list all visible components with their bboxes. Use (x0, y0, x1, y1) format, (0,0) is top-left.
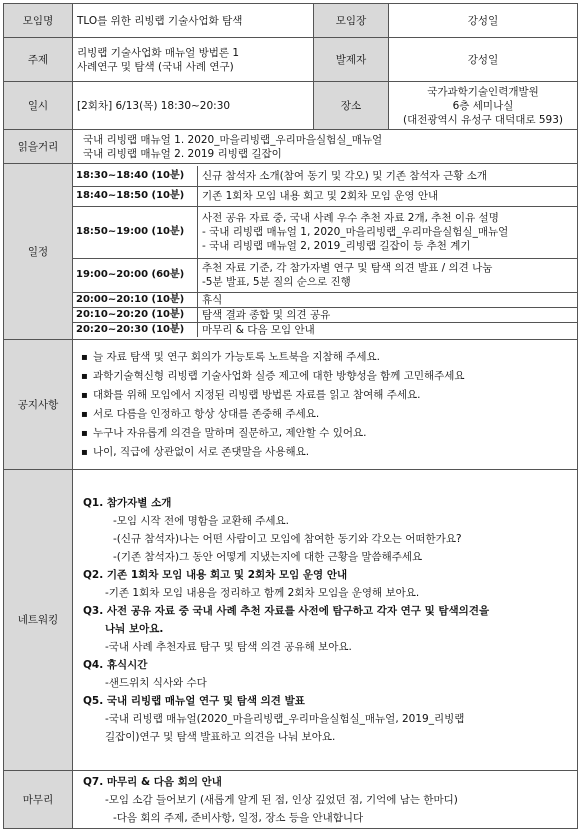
schedule-row (73, 206, 577, 258)
schedule-desc-line: - 국내 리빙랩 매뉴얼 2, 2019_리빙랩 길잡이 등 추천 계기 (202, 240, 471, 252)
networking-answer: -국내 사례 추천자료 탐구 및 탐색 의견 공유해 보아요. (105, 641, 352, 653)
schedule-time: 18:40~18:50 (10분) (73, 186, 198, 206)
topic-label: 주제 (4, 38, 73, 82)
row-topic (4, 38, 578, 82)
schedule-desc-line: 기존 1회차 모임 내용 회고 및 2회차 모임 운영 안내 (202, 190, 439, 202)
place-value (389, 82, 578, 130)
schedule-label: 일정 (4, 164, 73, 340)
topic-value (73, 38, 314, 82)
place-label: 장소 (314, 82, 389, 130)
row-networking (4, 470, 578, 771)
date-value: [2회차] 6/13(목) 18:30~20:30 (73, 82, 314, 130)
schedule-time: 19:00~20:00 (60분) (73, 258, 198, 292)
schedule-desc (198, 292, 578, 307)
meeting-table (3, 3, 578, 829)
row-date-place (4, 82, 578, 130)
presenter-label: 발제자 (314, 38, 389, 82)
schedule-desc (198, 186, 578, 206)
schedule-row (73, 166, 577, 186)
closing-answer: -모임 소감 들어보기 (새롭게 알게 된 점, 인상 깊었던 점, 기억에 남는 한마디) (105, 793, 458, 806)
networking-answer: -국내 리빙랩 매뉴얼(2020_마을리빙랩_우리마을실험실_매뉴얼, 2019_리빙랩 (105, 713, 465, 725)
meeting-name: TLO를 위한 리빙랩 기술사업화 탐색 (73, 4, 314, 38)
row-schedule (4, 164, 578, 340)
topic-line-2: 사례연구 및 탐색 (국내 사례 연구) (77, 60, 234, 73)
schedule-row (73, 186, 577, 206)
networking-question: Q1. 참가자별 소개 (83, 497, 172, 509)
schedule-table (73, 166, 577, 337)
row-readings (4, 130, 578, 164)
schedule-row (73, 322, 577, 337)
readings-label: 읽을거리 (4, 130, 73, 164)
networking-answer: -샌드위치 식사와 수다 (105, 677, 207, 689)
networking-answer: -기존 1회차 모임 내용을 정리하고 함께 2회차 모임을 운영해 보아요. (105, 587, 420, 599)
closing-cell (73, 771, 578, 829)
place-line-1: 국가과학기술인력개발원 (427, 85, 539, 98)
topic-line-1: 리빙랩 기술사업화 매뉴얼 방법론 1 (77, 46, 240, 59)
meeting-label: 모임명 (4, 4, 73, 38)
row-notices (4, 340, 578, 470)
place-line-3: (대전광역시 유성구 대덕대로 593) (403, 113, 563, 126)
schedule-desc-line: - 국내 리빙랩 매뉴얼 1, 2020_마을리빙랩_우리마을실험실_매뉴얼 (202, 226, 509, 238)
schedule-time: 20:00~20:10 (10분) (73, 292, 198, 307)
schedule-desc (198, 322, 578, 337)
notice-item: ▪ 늘 자료 탐색 및 연구 회의가 가능토록 노트북을 지참해 주세요. (93, 348, 573, 367)
schedule-desc (198, 307, 578, 322)
schedule-time: 18:30~18:40 (10분) (73, 166, 198, 186)
leader-name: 강성일 (389, 4, 578, 38)
schedule-desc (198, 258, 578, 292)
schedule-desc (198, 166, 578, 186)
notice-item: ▪ 나이, 직급에 상관없이 서로 존댓말을 사용해요. (93, 443, 573, 462)
schedule-row (73, 258, 577, 292)
closing-label: 마무리 (4, 771, 73, 829)
schedule-row (73, 292, 577, 307)
schedule-row (73, 307, 577, 322)
networking-question-cont: 나눠 보아요. (105, 623, 164, 635)
notice-item: ▪ 누구나 자유롭게 의견을 말하며 질문하고, 제안할 수 있어요. (93, 424, 573, 443)
schedule-desc (198, 206, 578, 258)
networking-question: Q2. 기존 1회차 모임 내용 회고 및 2회차 모임 운영 안내 (83, 569, 348, 581)
networking-answer: -모임 시작 전에 명함을 교환해 주세요. (113, 515, 289, 527)
networking-answer: 길잡이)연구 및 탐색 발표하고 의견을 나눠 보아요. (105, 731, 336, 743)
date-label: 일시 (4, 82, 73, 130)
schedule-cell (73, 164, 578, 340)
notices-cell (73, 340, 578, 470)
schedule-time: 20:10~20:20 (10분) (73, 307, 198, 322)
schedule-desc-line: -5분 발표, 5분 질의 순으로 진행 (202, 276, 351, 288)
schedule-desc-line: 추천 자료 기준, 각 참가자별 연구 및 탐색 의견 발표 / 의견 나눔 (202, 262, 493, 274)
networking-answer: -(신규 참석자)나는 어떤 사람이고 모임에 참여한 동기와 각오는 어떠한가요? (113, 533, 462, 545)
notice-item: ▪ 과학기술혁신형 리빙랩 기술사업화 실증 제고에 대한 방향성을 함께 고민해주세요 (93, 367, 573, 386)
leader-label: 모임장 (314, 4, 389, 38)
row-meeting-name (4, 4, 578, 38)
networking-question: Q5. 국내 리빙랩 매뉴얼 연구 및 탐색 의견 발표 (83, 695, 305, 707)
presenter-name: 강성일 (389, 38, 578, 82)
schedule-time: 18:50~19:00 (10분) (73, 206, 198, 258)
notices-label: 공지사항 (4, 340, 73, 470)
schedule-desc-line: 신규 참석자 소개(참여 동기 및 각오) 및 기존 참석자 근황 소개 (202, 169, 488, 182)
networking-answer: -(기존 참석자)그 동안 어떻게 지냈는지에 대한 근황을 말씀해주세요 (113, 551, 423, 563)
notice-item: ▪ 대화를 위해 모임에서 지정된 리빙랩 방법론 자료를 읽고 참여해 주세요. (93, 386, 573, 405)
row-closing (4, 771, 578, 829)
networking-label: 네트워킹 (4, 470, 73, 771)
networking-question: Q3. 사전 공유 자료 중 국내 사례 추천 자료를 사전에 탐구하고 각자 연구 및 탐색의견을 (83, 605, 490, 617)
closing-answer: -다음 회의 주제, 준비사항, 일정, 장소 등을 안내합니다 (113, 811, 364, 824)
notice-list (77, 348, 573, 462)
schedule-desc-line: 탐색 결과 종합 및 의견 공유 (202, 308, 331, 321)
schedule-desc-line: 마무리 & 다음 모임 안내 (202, 323, 315, 336)
networking-question: Q4. 휴식시간 (83, 659, 148, 671)
networking-cell (73, 470, 578, 771)
schedule-desc-line: 휴식 (202, 293, 223, 306)
schedule-time: 20:20~20:30 (10분) (73, 322, 198, 337)
reading-item: 국내 리빙랩 매뉴얼 2. 2019 리빙랩 길잡이 (83, 147, 282, 160)
reading-item: 국내 리빙랩 매뉴얼 1. 2020_마을리빙랩_우리마을실험실_매뉴얼 (83, 133, 383, 146)
schedule-desc-line: 사전 공유 자료 중, 국내 사례 우수 추천 자료 2개, 추천 이유 설명 (202, 212, 499, 224)
closing-question: Q7. 마무리 & 다음 회의 안내 (83, 775, 222, 788)
place-line-2: 6층 세미나실 (452, 99, 514, 112)
notice-item: ▪ 서로 다름을 인정하고 항상 상대를 존중해 주세요. (93, 405, 573, 424)
readings-list (73, 130, 578, 164)
